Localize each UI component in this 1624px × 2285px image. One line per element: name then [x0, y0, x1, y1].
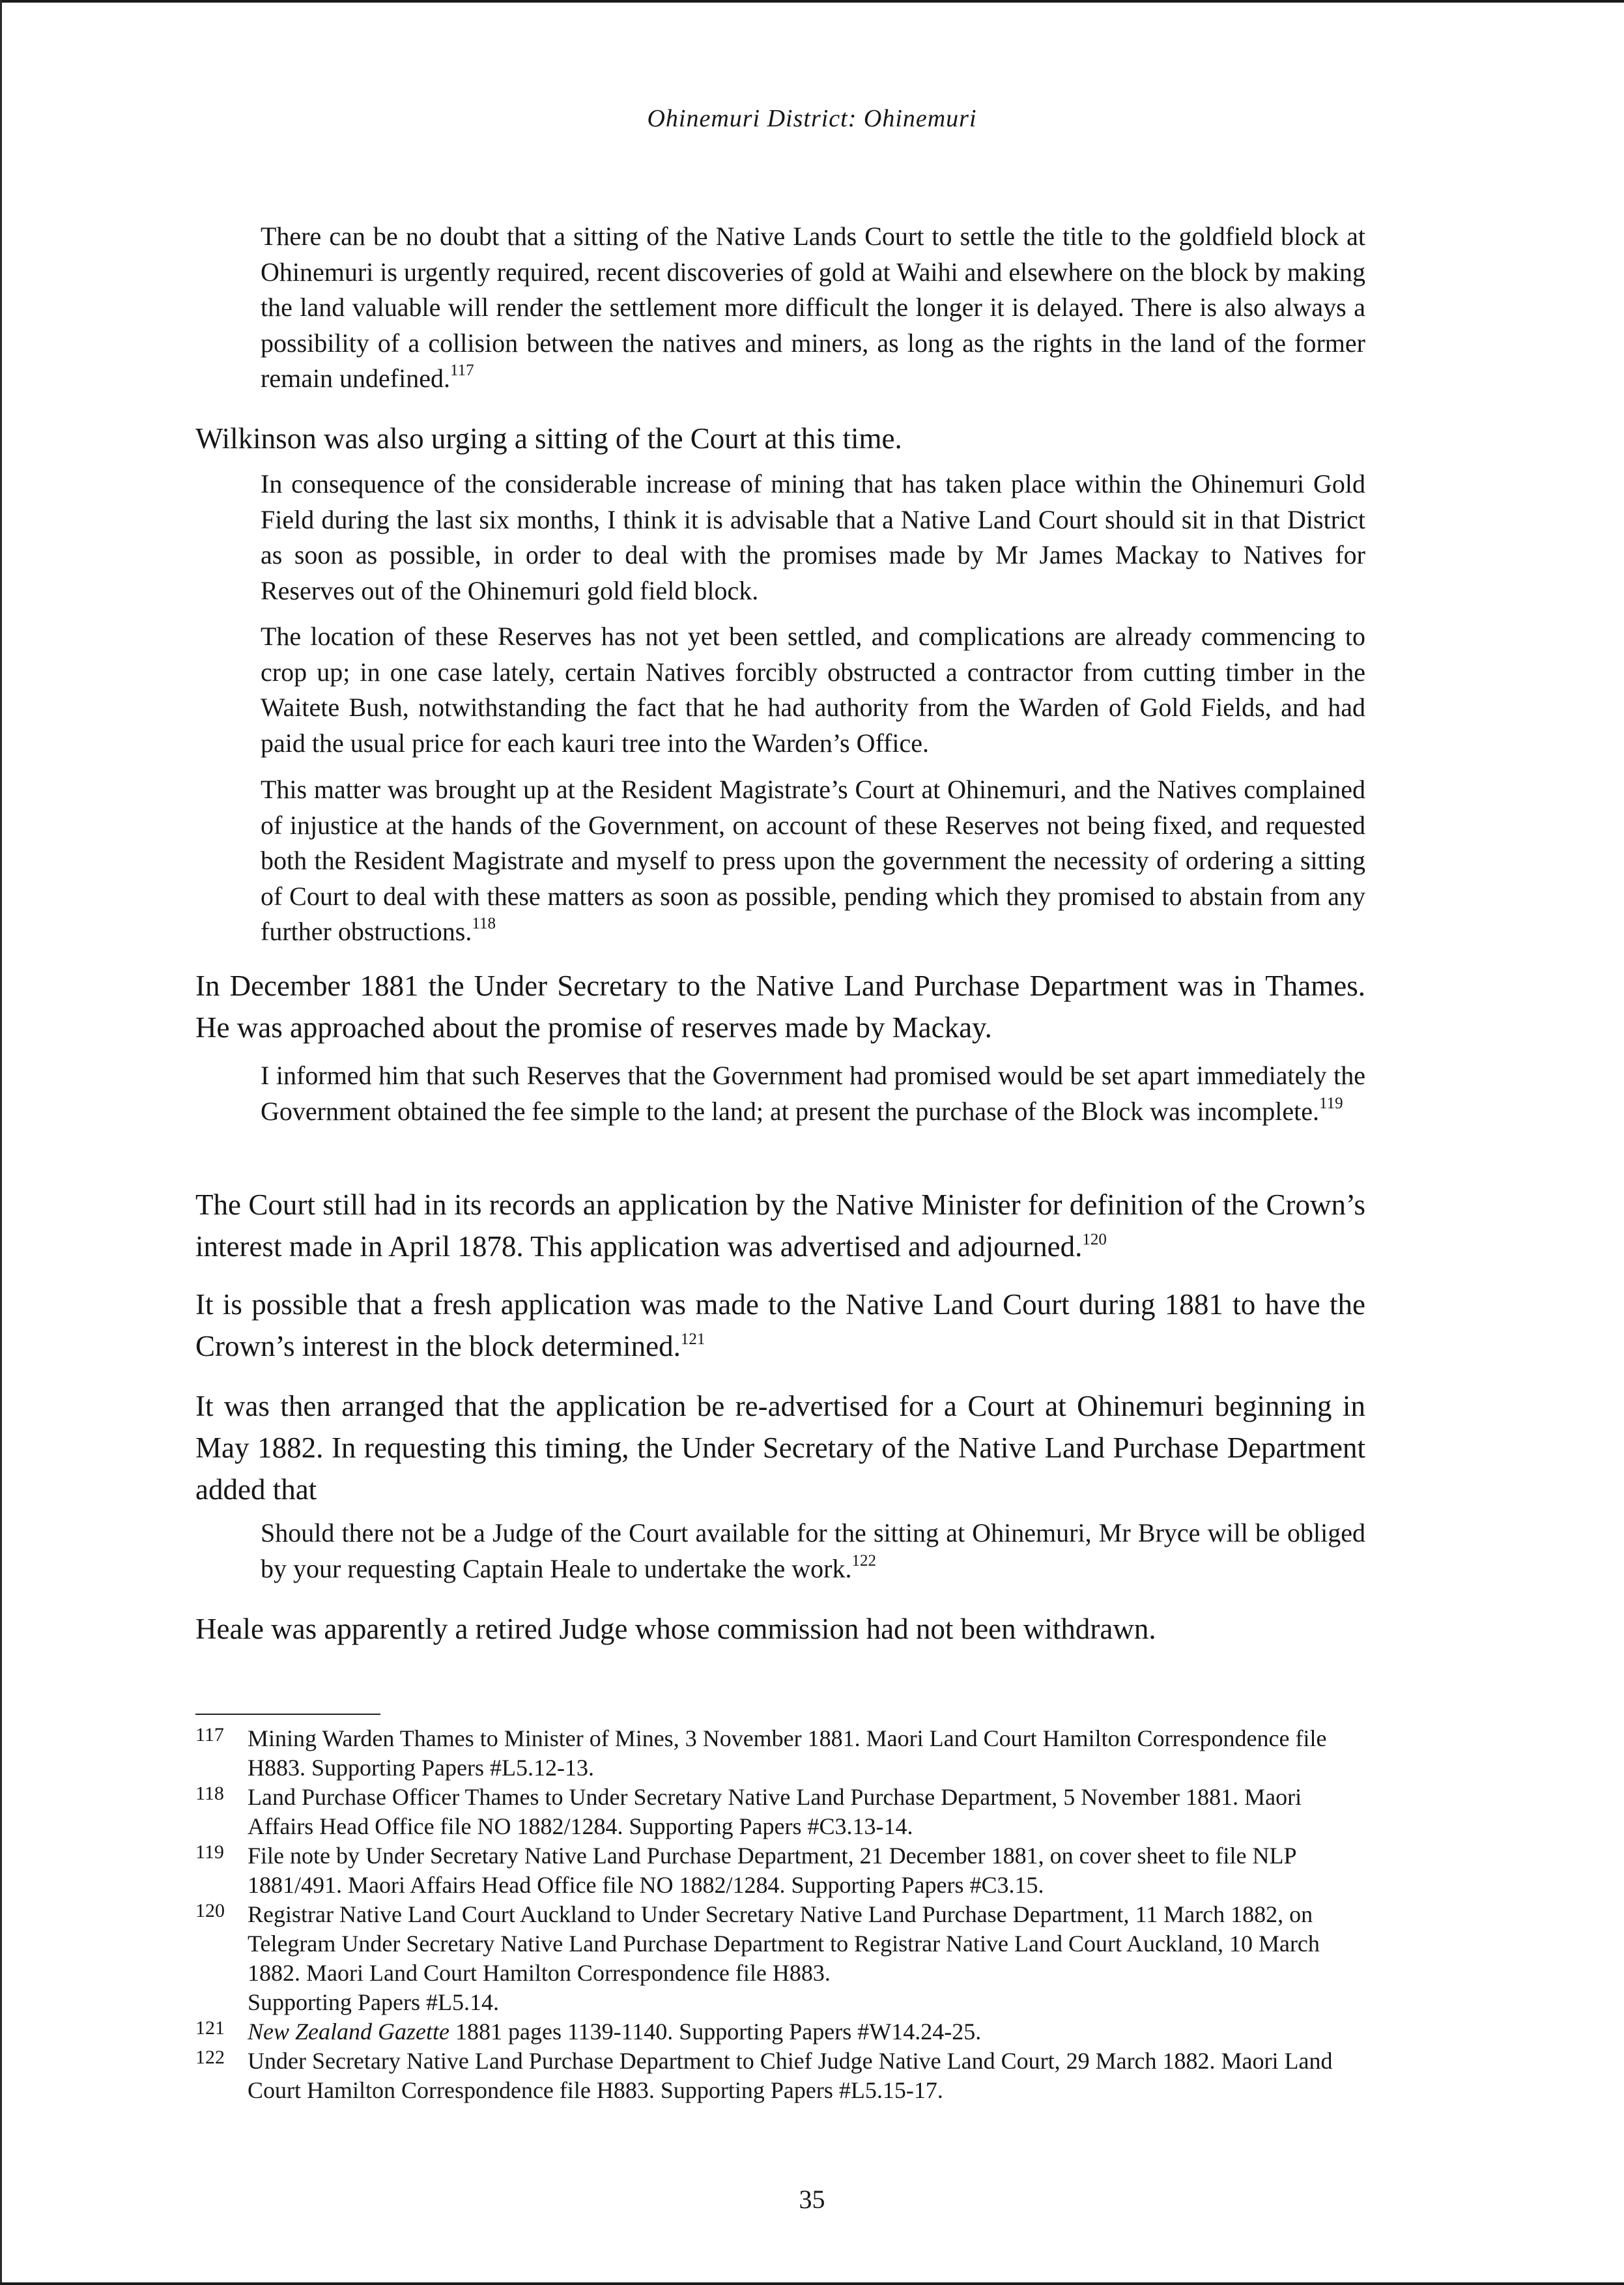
footnote-text: Supporting Papers #L5.14. — [248, 1989, 499, 2015]
footnote-text: Registrar Native Land Court Auckland to Under Secretary Native Land Purchase Department, 11 March 1882, on Telegram Under Secretary Native Land Purchase Department to Registrar Native Land Court Auckland, 10 March 1882. Maori Land Court Hamilton Correspondence file H883. — [248, 1901, 1320, 1986]
footnote-122 — [195, 2047, 1368, 2105]
body-paragraph-4 — [195, 1284, 1365, 1367]
quote-text: Should there not be a Judge of the Court available for the sitting at Ohinemuri, Mr Bryce will be obliged by your requesting Captain Heale to undertake the work. — [261, 1518, 1365, 1583]
paragraph-text: Heale was apparently a retired Judge whose commission had not been withdrawn. — [195, 1613, 1156, 1645]
footnote-text: Under Secretary Native Land Purchase Department to Chief Judge Native Land Court, 29 March 1882. Maori Land Court Hamilton Correspondence file H883. Supporting Papers #L5.15-17. — [248, 2048, 1333, 2103]
footnote-ref[interactable]: 122 — [851, 1551, 876, 1570]
paragraph-text: It is possible that a fresh application was made to the Native Land Court during 1881 to have the Crown’s interest in the block determined. — [195, 1288, 1365, 1362]
footnote-text: File note by Under Secretary Native Land Purchase Department, 21 December 1881, on cover sheet to file NLP 1881/491. Maori Affairs Head Office file NO 1882/1284. Supporting Papers #C3.15. — [248, 1843, 1296, 1898]
footnote-ref[interactable]: 117 — [450, 362, 474, 379]
paragraph-text: Wilkinson was also urging a sitting of the Court at this time. — [195, 422, 902, 455]
quote-text: I informed him that such Reserves that the Government had promised would be set apart immediately the Government obtained the fee simple to the land; at present the purchase of the Block was incomplete. — [261, 1061, 1365, 1126]
footnote-120 — [195, 1900, 1368, 2017]
footnote-117 — [195, 1724, 1368, 1783]
footnote-119 — [195, 1841, 1368, 1900]
body-paragraph-3 — [195, 1184, 1365, 1267]
body-paragraph-5 — [195, 1385, 1365, 1510]
footnote-number: 117 — [195, 1724, 224, 1746]
block-quote-1 — [261, 219, 1365, 397]
block-quote-2b — [261, 619, 1365, 761]
body-paragraph-6 — [195, 1608, 1365, 1650]
running-head: Ohinemuri District: Ohinemuri — [647, 105, 977, 132]
block-quote-3 — [261, 1058, 1365, 1129]
block-quote-2c — [261, 772, 1365, 950]
footnote-ref[interactable]: 120 — [1082, 1231, 1107, 1248]
block-quote-4 — [261, 1516, 1365, 1587]
paragraph-text: It was then arranged that the application be re-advertised for a Court at Ohinemuri beginning in May 1882. In requesting this timing, the Under Secretary of the Native Land Purchase Department added that — [195, 1390, 1365, 1506]
scan-edge-left — [0, 0, 2, 2285]
quote-text: In consequence of the considerable increase of mining that has taken place within the Ohinemuri Gold Field during the last six months, I think it is advisable that a Native Land Court should sit in that District as soon as possible, in order to deal with the promises made by Mr James Mackay to Natives for Reserves out of the Ohinemuri gold field block. — [261, 469, 1365, 605]
quote-text: The location of these Reserves has not yet been settled, and complications are already commencing to crop up; in one case lately, certain Natives forcibly obstructed a contractor from cutting timber in the Waitete Bush, notwithstanding the fact that he had authority from the Warden of Gold Fields, and had paid the usual price for each kauri tree into the Warden’s Office. — [261, 622, 1365, 758]
footnote-number: 118 — [195, 1783, 224, 1804]
page-number: 35 — [799, 2185, 825, 2214]
footnotes — [195, 1724, 1368, 2105]
footnote-ref[interactable]: 121 — [680, 1330, 705, 1348]
footnote-118 — [195, 1783, 1368, 1841]
footnote-text: 1881 pages 1139-1140. Supporting Papers #W14.24-25. — [455, 2019, 982, 2045]
footnote-ref[interactable]: 118 — [472, 915, 496, 932]
footnote-text: Land Purchase Officer Thames to Under Secretary Native Land Purchase Department, 5 November 1881. Maori Affairs Head Office file NO 1882/1284. Supporting Papers #C3.13-14. — [248, 1784, 1302, 1839]
footnote-121 — [195, 2017, 1368, 2047]
footnote-rule — [195, 1714, 380, 1715]
footnote-italic-title: New Zealand Gazette — [248, 2019, 449, 2045]
footnote-number: 121 — [195, 2017, 225, 2039]
quote-text: There can be no doubt that a sitting of the Native Lands Court to settle the title to the goldfield block at Ohinemuri is urgently required, recent discoveries of gold at Waihi and elsewhere on the block by making the land valuable will render the settlement more difficult the longer it is delayed. There is also always a possibility of a collision between the natives and miners, as long as the rights in the land of the former remain undefined. — [261, 222, 1365, 393]
footnote-number: 120 — [195, 1900, 225, 1921]
body-paragraph-1 — [195, 418, 1365, 459]
footnote-text: Mining Warden Thames to Minister of Mines, 3 November 1881. Maori Land Court Hamilton Correspondence file H883. Supporting Papers #L5.12-13. — [248, 1725, 1327, 1781]
body-paragraph-2 — [195, 965, 1365, 1048]
paragraph-text: In December 1881 the Under Secretary to the Native Land Purchase Department was in Thames. He was approached about the promise of reserves made by Mackay. — [195, 970, 1365, 1044]
footnote-number: 119 — [195, 1841, 224, 1863]
block-quote-2a — [261, 467, 1365, 609]
quote-text: This matter was brought up at the Resident Magistrate’s Court at Ohinemuri, and the Natives complained of injustice at the hands of the Government, on account of these Reserves not being fixed, and requested both the Resident Magistrate and myself to press upon the government the necessity of ordering a sitting of Court to deal with these matters as soon as possible, pending which they promised to abstain from any further obstructions. — [261, 775, 1365, 946]
scan-edge-bottom — [0, 2282, 1624, 2285]
footnote-ref[interactable]: 119 — [1319, 1094, 1343, 1112]
paragraph-text: The Court still had in its records an application by the Native Minister for definition of the Crown’s interest made in April 1878. This application was advertised and adjourned. — [195, 1188, 1365, 1263]
footnote-number: 122 — [195, 2047, 225, 2068]
scan-edge-top — [0, 0, 1624, 3]
